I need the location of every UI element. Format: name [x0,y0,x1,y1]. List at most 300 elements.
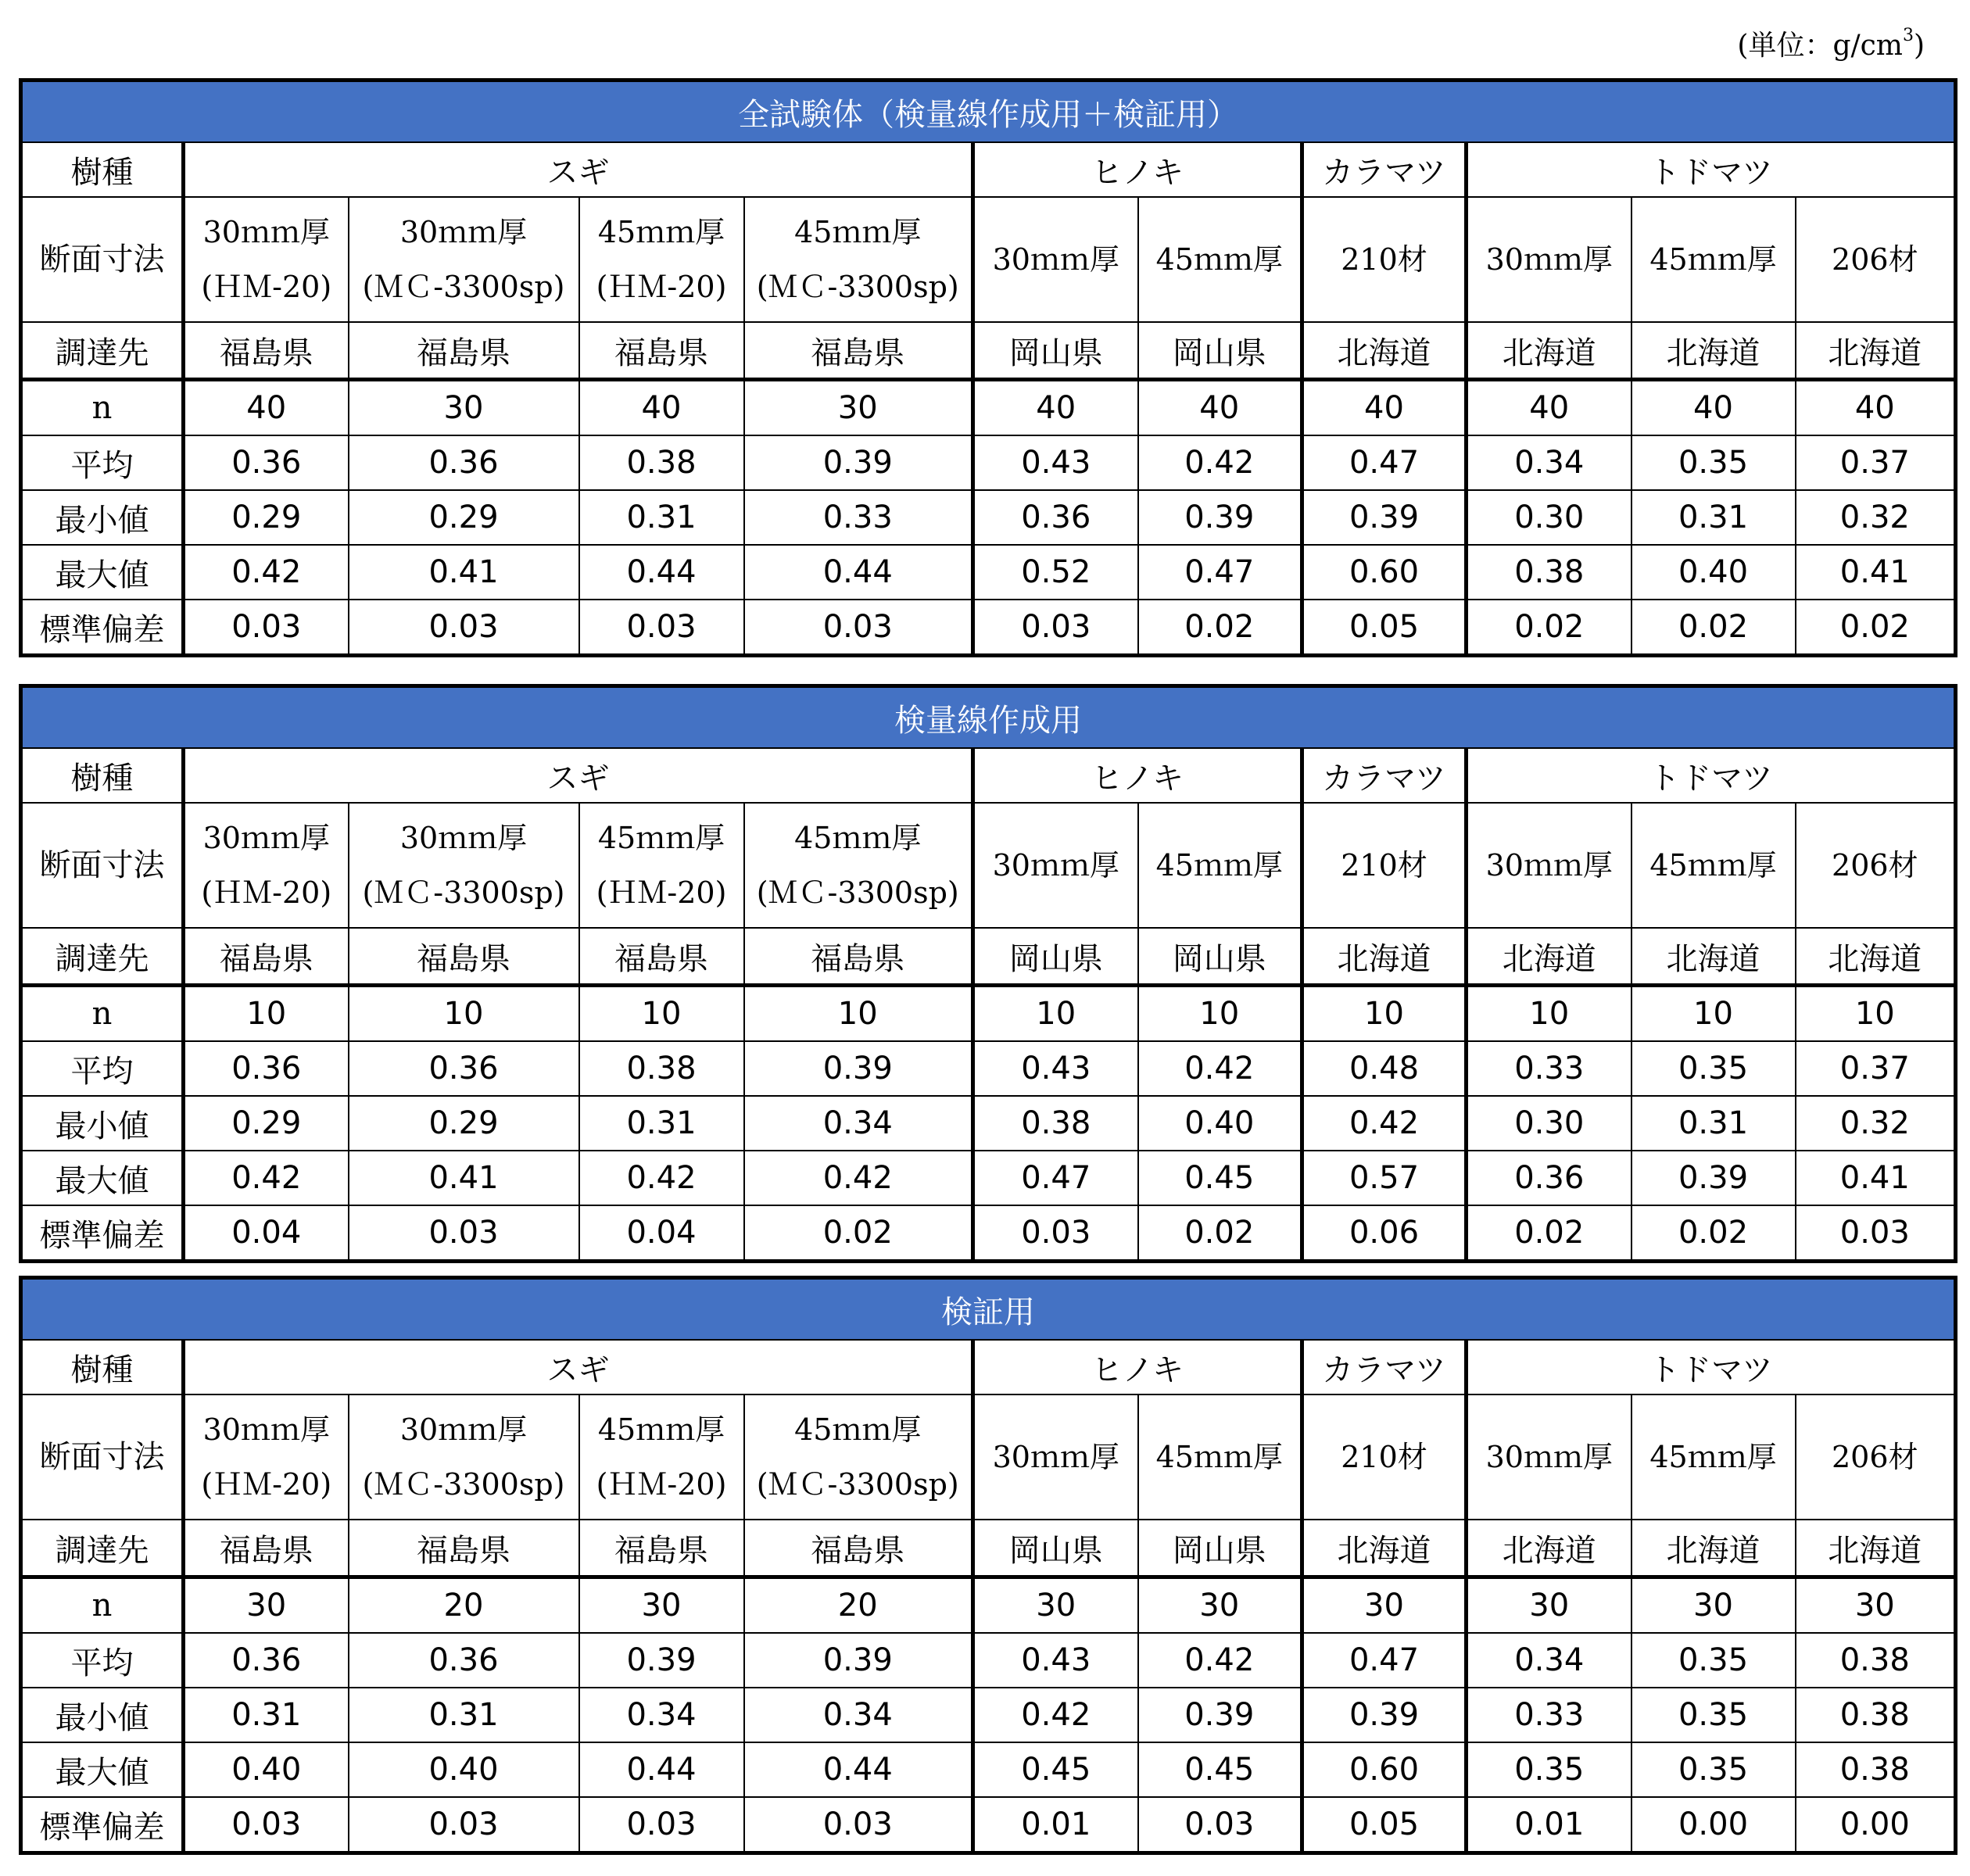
stat-value: 10 [1796,986,1956,1042]
stat-n-row [21,380,1956,436]
source-cell: 福島県 [579,928,744,986]
stat-value: 0.03 [349,600,579,656]
stat-value: 40 [1467,380,1632,436]
stat-max-row [21,1742,1956,1797]
stat-n-label: n [21,380,184,436]
stat-value: 0.40 [184,1742,349,1797]
row-label-species: 樹種 [21,748,184,803]
stat-value: 10 [349,986,579,1042]
stat-value: 30 [1796,1577,1956,1634]
stat-value: 0.03 [349,1205,579,1262]
stat-value: 0.31 [579,1096,744,1151]
size-line2: (ＨＭ-20) [201,1467,332,1502]
size-line1: 30ｍｍ厚 [202,215,330,249]
size-line2: (ＭＣ-3300sp) [362,270,565,304]
stat-value: 0.03 [579,600,744,656]
row-label-size: 断面寸法 [21,803,184,928]
size-cell [1632,197,1796,322]
stat-value: 0.39 [1302,490,1467,545]
stat-value: 0.00 [1796,1797,1956,1853]
species-header: ヒノキ [973,142,1302,197]
stat-max-label: 最大値 [21,1151,184,1205]
size-cell [349,803,579,928]
stat-value: 20 [349,1577,579,1634]
stat-n-label: n [21,986,184,1042]
stat-value: 0.30 [1467,490,1632,545]
stat-value: 0.02 [744,1205,973,1262]
stat-value: 20 [744,1577,973,1634]
size-cell [1796,803,1956,928]
stat-value: 0.34 [744,1688,973,1742]
stat-value: 0.36 [349,1041,579,1096]
size-cell [1796,197,1956,322]
unit-superscript: 3 [1902,26,1914,45]
stat-mean-row [21,1041,1956,1096]
size-cell [744,197,973,322]
species-header: カラマツ [1302,142,1467,197]
stat-value: 0.43 [973,1041,1138,1096]
species-header: トドマツ [1467,142,1956,197]
stat-value: 0.41 [1796,1151,1956,1205]
stat-value: 10 [744,986,973,1042]
stat-value: 0.45 [1138,1151,1302,1205]
stat-value: 0.42 [1302,1096,1467,1151]
stat-value: 0.03 [744,600,973,656]
size-line1: 45ｍｍ厚 [794,215,922,249]
stat-value: 0.01 [973,1797,1138,1853]
source-cell: 北海道 [1632,1520,1796,1577]
stat-value: 10 [184,986,349,1042]
size-cell [1302,1394,1467,1520]
size-line1: 30ｍｍ厚 [399,215,528,249]
stat-value: 0.36 [1467,1151,1632,1205]
stat-value: 0.30 [1467,1096,1632,1151]
source-cell: 北海道 [1796,928,1956,986]
stat-stddev-label: 標準偏差 [21,1797,184,1853]
stat-value: 0.35 [1632,1688,1796,1742]
size-line1: 45ｍｍ厚 [597,821,725,855]
stat-value: 0.37 [1796,435,1956,490]
row-label-size: 断面寸法 [21,197,184,322]
stat-value: 0.39 [1632,1151,1796,1205]
stat-value: 0.36 [973,490,1138,545]
stat-value: 0.04 [184,1205,349,1262]
species-header: スギ [184,748,973,803]
size-line1: 30ｍｍ厚 [992,242,1119,277]
size-cell [1467,197,1632,322]
stat-value: 0.44 [579,1742,744,1797]
density-table [19,1276,1957,1855]
source-cell: 福島県 [349,322,579,380]
size-line1: 45ｍｍ厚 [794,821,922,855]
stat-value: 0.38 [1796,1633,1956,1688]
stat-value: 0.39 [744,435,973,490]
species-header: トドマツ [1467,1340,1956,1394]
stat-value: 0.02 [1138,1205,1302,1262]
stat-value: 0.38 [579,435,744,490]
row-label-source: 調達先 [21,928,184,986]
stat-value: 0.60 [1302,1742,1467,1797]
stat-value: 0.29 [349,1096,579,1151]
stat-value: 0.34 [1467,435,1632,490]
stat-value: 0.39 [744,1633,973,1688]
stat-value: 40 [973,380,1138,436]
stat-value: 30 [1302,1577,1467,1634]
stat-value: 0.41 [1796,545,1956,600]
stat-value: 0.40 [1138,1096,1302,1151]
table-title: 全試験体（検量線作成用＋検証用） [21,81,1956,143]
stat-value: 0.31 [579,490,744,545]
table-title: 検量線作成用 [21,686,1956,749]
stat-value: 0.42 [579,1151,744,1205]
size-line1: 45ｍｍ厚 [597,1412,725,1447]
stat-value: 0.33 [1467,1688,1632,1742]
size-line1: 45ｍｍ厚 [1155,848,1283,883]
stat-value: 40 [1632,380,1796,436]
stat-value: 0.32 [1796,1096,1956,1151]
stat-value: 10 [973,986,1138,1042]
size-line2: (ＨＭ-20) [201,270,332,304]
stat-value: 0.03 [973,600,1138,656]
stat-value: 0.45 [1138,1742,1302,1797]
species-header: スギ [184,142,973,197]
stat-value: 0.35 [1632,1041,1796,1096]
stat-value: 0.44 [744,545,973,600]
stat-value: 30 [579,1577,744,1634]
size-cell [184,803,349,928]
stat-value: 30 [1467,1577,1632,1634]
stat-value: 30 [184,1577,349,1634]
table-section [19,78,1953,657]
stat-value: 0.03 [973,1205,1138,1262]
stat-value: 0.34 [579,1688,744,1742]
stat-stddev-row [21,1205,1956,1262]
stat-n-label: n [21,1577,184,1634]
density-table [19,78,1957,657]
stat-value: 0.03 [1138,1797,1302,1853]
species-header: スギ [184,1340,973,1394]
stat-value: 0.03 [184,1797,349,1853]
table-title: 検証用 [21,1278,1956,1341]
size-cell [184,1394,349,1520]
size-cell [973,197,1138,322]
stat-value: 0.33 [744,490,973,545]
size-cell [973,803,1138,928]
size-line2: (ＨＭ-20) [201,875,332,910]
species-header: ヒノキ [973,748,1302,803]
stat-value: 30 [1632,1577,1796,1634]
stat-value: 0.41 [349,1151,579,1205]
stat-value: 0.02 [1138,600,1302,656]
stat-value: 0.45 [973,1742,1138,1797]
stat-max-row [21,545,1956,600]
size-line1: 30ｍｍ厚 [1485,1440,1613,1474]
stat-value: 0.43 [973,1633,1138,1688]
stat-value: 0.38 [1796,1688,1956,1742]
stat-value: 0.47 [1302,435,1467,490]
stat-value: 0.02 [1467,600,1632,656]
stat-value: 0.60 [1302,545,1467,600]
stat-value: 0.42 [184,1151,349,1205]
stat-value: 0.02 [1796,600,1956,656]
size-line2: (ＨＭ-20) [596,1467,727,1502]
size-line1: 206材 [1832,1440,1918,1474]
stat-value: 0.35 [1632,435,1796,490]
stat-value: 0.44 [744,1742,973,1797]
size-line1: 45ｍｍ厚 [1649,848,1777,883]
stat-value: 10 [579,986,744,1042]
stat-value: 30 [973,1577,1138,1634]
stat-value: 0.48 [1302,1041,1467,1096]
stat-value: 0.06 [1302,1205,1467,1262]
stat-stddev-row [21,600,1956,656]
unit-suffix: ) [1913,30,1925,62]
size-cell [579,803,744,928]
size-cell [973,1394,1138,1520]
size-line1: 45ｍｍ厚 [794,1412,922,1447]
row-label-source: 調達先 [21,322,184,380]
stat-value: 0.42 [744,1151,973,1205]
species-header: ヒノキ [973,1340,1302,1394]
size-line2: (ＭＣ-3300sp) [756,270,959,304]
size-line1: 30ｍｍ厚 [1485,848,1613,883]
stat-value: 10 [1138,986,1302,1042]
source-cell: 岡山県 [973,928,1138,986]
size-cell [349,1394,579,1520]
source-cell: 福島県 [744,928,973,986]
source-cell: 福島県 [579,1520,744,1577]
source-cell: 福島県 [184,928,349,986]
source-cell: 北海道 [1302,1520,1467,1577]
stat-value: 0.34 [1467,1633,1632,1688]
source-cell: 岡山県 [1138,1520,1302,1577]
source-cell: 福島県 [349,1520,579,1577]
stat-value: 10 [1302,986,1467,1042]
stat-value: 0.31 [1632,490,1796,545]
size-line1: 30ｍｍ厚 [1485,242,1613,277]
source-cell: 北海道 [1632,928,1796,986]
stat-value: 0.35 [1632,1633,1796,1688]
species-header: カラマツ [1302,748,1467,803]
stat-value: 0.39 [744,1041,973,1096]
table-section [19,1276,1953,1855]
source-cell: 北海道 [1632,322,1796,380]
stat-min-row [21,490,1956,545]
stat-stddev-label: 標準偏差 [21,1205,184,1262]
source-cell: 北海道 [1302,322,1467,380]
stat-value: 0.02 [1632,1205,1796,1262]
stat-value: 0.05 [1302,1797,1467,1853]
stat-value: 0.36 [349,1633,579,1688]
stat-value: 30 [1138,1577,1302,1634]
size-line2: (ＭＣ-3300sp) [362,875,565,910]
stat-mean-row [21,435,1956,490]
stat-value: 0.01 [1467,1797,1632,1853]
size-cell [1467,803,1632,928]
size-line1: 206材 [1832,848,1918,883]
source-cell: 福島県 [184,322,349,380]
stat-value: 0.29 [349,490,579,545]
stat-value: 0.38 [1467,545,1632,600]
stat-value: 0.35 [1467,1742,1632,1797]
stat-value: 0.37 [1796,1041,1956,1096]
stat-value: 0.03 [349,1797,579,1853]
unit-note [1737,27,1925,66]
stat-value: 0.39 [1302,1688,1467,1742]
stat-value: 0.52 [973,545,1138,600]
size-line2: (ＭＣ-3300sp) [756,1467,959,1502]
stat-value: 0.36 [184,1041,349,1096]
stat-n-row [21,1577,1956,1634]
source-cell: 北海道 [1467,928,1632,986]
stat-value: 40 [579,380,744,436]
stat-value: 0.42 [973,1688,1138,1742]
source-cell: 北海道 [1796,1520,1956,1577]
size-line2: (ＭＣ-3300sp) [756,875,959,910]
table-section [19,684,1953,1263]
source-cell: 岡山県 [973,1520,1138,1577]
size-cell [1138,197,1302,322]
size-cell [1632,803,1796,928]
stat-value: 0.43 [973,435,1138,490]
size-line1: 30ｍｍ厚 [202,821,330,855]
size-line2: (ＭＣ-3300sp) [362,1467,565,1502]
size-line1: 210材 [1341,848,1427,883]
stat-value: 40 [1138,380,1302,436]
stat-value: 10 [1632,986,1796,1042]
size-line1: 30ｍｍ厚 [992,1440,1119,1474]
size-line1: 206材 [1832,242,1918,277]
size-line1: 45ｍｍ厚 [1155,242,1283,277]
stat-value: 0.39 [579,1633,744,1688]
density-table [19,684,1957,1263]
stat-value: 0.31 [1632,1096,1796,1151]
stat-min-label: 最小値 [21,1688,184,1742]
stat-value: 0.31 [349,1688,579,1742]
stat-value: 0.42 [1138,1633,1302,1688]
stat-max-row [21,1151,1956,1205]
stat-value: 0.36 [349,435,579,490]
stat-value: 0.36 [184,1633,349,1688]
stat-value: 30 [349,380,579,436]
stat-value: 0.39 [1138,1688,1302,1742]
stat-value: 30 [744,380,973,436]
stat-value: 0.02 [1467,1205,1632,1262]
size-cell [579,1394,744,1520]
size-cell [1302,803,1467,928]
stat-value: 0.03 [744,1797,973,1853]
size-cell [349,197,579,322]
size-line1: 30ｍｍ厚 [202,1412,330,1447]
source-cell: 福島県 [349,928,579,986]
source-cell: 北海道 [1467,1520,1632,1577]
source-cell: 岡山県 [1138,322,1302,380]
stat-value: 0.47 [973,1151,1138,1205]
stat-value: 40 [184,380,349,436]
stat-value: 0.40 [349,1742,579,1797]
stat-value: 0.41 [349,545,579,600]
source-cell: 岡山県 [973,322,1138,380]
stat-mean-label: 平均 [21,1041,184,1096]
size-line1: 45ｍｍ厚 [1649,1440,1777,1474]
source-cell: 北海道 [1796,322,1956,380]
stat-value: 0.32 [1796,490,1956,545]
stat-max-label: 最大値 [21,545,184,600]
row-label-size: 断面寸法 [21,1394,184,1520]
size-line1: 30ｍｍ厚 [992,848,1119,883]
source-cell: 岡山県 [1138,928,1302,986]
stat-value: 40 [1302,380,1467,436]
stat-min-label: 最小値 [21,1096,184,1151]
stat-value: 0.42 [1138,435,1302,490]
size-cell [184,197,349,322]
size-cell [744,1394,973,1520]
stat-mean-label: 平均 [21,1633,184,1688]
size-line1: 45ｍｍ厚 [1649,242,1777,277]
stat-value: 0.04 [579,1205,744,1262]
stat-value: 0.38 [973,1096,1138,1151]
source-cell: 福島県 [184,1520,349,1577]
stat-value: 0.03 [1796,1205,1956,1262]
stat-value: 0.57 [1302,1151,1467,1205]
size-cell [1138,803,1302,928]
size-cell [744,803,973,928]
stat-value: 0.38 [579,1041,744,1096]
size-cell [579,197,744,322]
size-line1: 210材 [1341,1440,1427,1474]
stat-value: 0.42 [1138,1041,1302,1096]
size-cell [1467,1394,1632,1520]
stat-n-row [21,986,1956,1042]
size-line1: 30ｍｍ厚 [399,1412,528,1447]
size-line2: (ＨＭ-20) [596,270,727,304]
stat-max-label: 最大値 [21,1742,184,1797]
stat-min-row [21,1096,1956,1151]
stat-value: 0.03 [579,1797,744,1853]
stat-value: 0.40 [1632,545,1796,600]
source-cell: 北海道 [1302,928,1467,986]
size-cell [1302,197,1467,322]
source-cell: 福島県 [579,322,744,380]
source-cell: 北海道 [1467,322,1632,380]
stat-value: 0.34 [744,1096,973,1151]
stat-value: 0.00 [1632,1797,1796,1853]
species-header: カラマツ [1302,1340,1467,1394]
stat-value: 0.47 [1138,545,1302,600]
source-cell: 福島県 [744,1520,973,1577]
unit-prefix: (単位：g/cm [1737,30,1903,62]
size-line1: 210材 [1341,242,1427,277]
stat-mean-label: 平均 [21,435,184,490]
stat-value: 0.29 [184,490,349,545]
stat-value: 0.38 [1796,1742,1956,1797]
stat-value: 0.44 [579,545,744,600]
source-cell: 福島県 [744,322,973,380]
species-header: トドマツ [1467,748,1956,803]
stat-stddev-row [21,1797,1956,1853]
stat-value: 0.29 [184,1096,349,1151]
size-line1: 45ｍｍ厚 [1155,1440,1283,1474]
stat-value: 0.05 [1302,600,1467,656]
stat-mean-row [21,1633,1956,1688]
size-line1: 45ｍｍ厚 [597,215,725,249]
size-cell [1138,1394,1302,1520]
stat-value: 0.33 [1467,1041,1632,1096]
stat-min-row [21,1688,1956,1742]
size-cell [1796,1394,1956,1520]
size-line2: (ＨＭ-20) [596,875,727,910]
size-cell [1632,1394,1796,1520]
